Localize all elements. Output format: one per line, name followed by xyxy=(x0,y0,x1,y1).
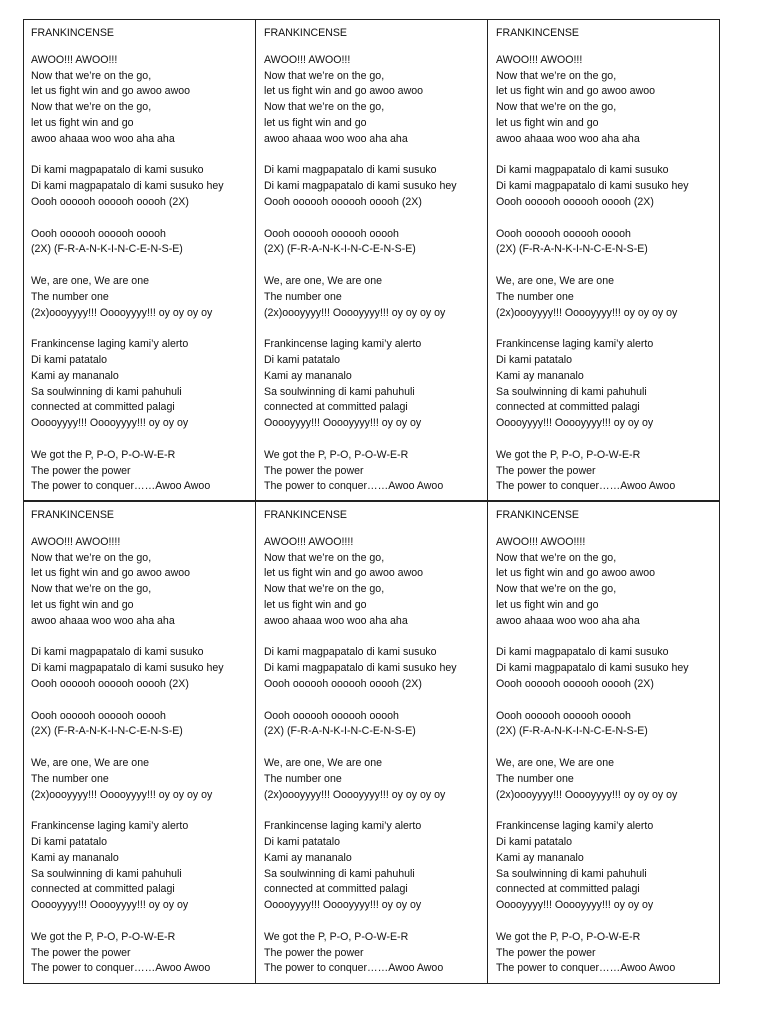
lyric-line: Oooh oooooh oooooh ooooh (2X) xyxy=(496,677,654,690)
lyric-line: Frankincense laging kami’y alerto xyxy=(264,338,422,351)
stanza-gap xyxy=(496,914,720,930)
lyric-line: (2x)oooyyyy!!! Ooooyyyy!!! oy oy oy oy xyxy=(496,788,678,801)
lyric-line: The number one xyxy=(31,772,109,785)
lyric-line: let us fight win and go awoo awoo xyxy=(31,567,191,580)
lyric-line: let us fight win and go xyxy=(496,116,599,129)
lyric-line: Di kami magpapatalo di kami susuko hey xyxy=(496,180,689,193)
lyric-line: Now that we’re on the go, xyxy=(264,583,385,596)
lyric-line: Frankincense laging kami’y alerto xyxy=(496,338,654,351)
lyric-line: Di kami patatalo xyxy=(496,353,572,366)
lyric-line: Ooooyyyy!!! Ooooyyyy!!! oy oy oy xyxy=(496,417,654,430)
stanza-gap xyxy=(496,693,720,709)
lyric-line: Kami ay mananalo xyxy=(496,851,584,864)
lyric-line: The number one xyxy=(496,772,574,785)
lyric-line: let us fight win and go xyxy=(31,116,134,129)
lyric-line: let us fight win and go xyxy=(264,598,367,611)
lyric-line: Now that we’re on the go, xyxy=(264,551,385,564)
lyrics-card xyxy=(264,508,488,977)
lyric-line: We got the P, P-O, P-O-W-E-R xyxy=(264,930,409,943)
lyric-line: Kami ay mananalo xyxy=(264,369,352,382)
lyric-line: AWOO!!! AWOO!!!! xyxy=(264,535,354,548)
card-title: FRANKINCENSE xyxy=(496,27,579,39)
lyric-line: Sa soulwinning di kami pahuhuli xyxy=(264,867,415,880)
lyric-line: Frankincense laging kami’y alerto xyxy=(31,820,189,833)
lyric-line: Ooooyyyy!!! Ooooyyyy!!! oy oy oy xyxy=(31,417,189,430)
lyric-line: Sa soulwinning di kami pahuhuli xyxy=(31,385,182,398)
lyric-line: We, are one, We are one xyxy=(264,274,382,287)
lyric-line: Di kami patatalo xyxy=(264,835,340,848)
lyric-line: Oooh oooooh oooooh ooooh (2X) xyxy=(31,195,189,208)
lyric-line: awoo ahaaa woo woo aha aha xyxy=(31,132,175,145)
lyric-line: Now that we’re on the go, xyxy=(31,583,152,596)
lyric-line: Di kami magpapatalo di kami susuko hey xyxy=(264,662,457,675)
lyric-line: The number one xyxy=(264,290,342,303)
lyrics-card xyxy=(31,508,255,977)
stanza-gap xyxy=(31,740,255,756)
lyric-line: connected at committed palagi xyxy=(264,883,408,896)
lyric-line: (2x)oooyyyy!!! Ooooyyyy!!! oy oy oy oy xyxy=(31,788,213,801)
stanza-gap xyxy=(496,740,720,756)
lyric-line: (2x)oooyyyy!!! Ooooyyyy!!! oy oy oy oy xyxy=(496,306,678,319)
lyric-line: Oooh oooooh oooooh ooooh (2X) xyxy=(496,195,654,208)
lyric-line: We got the P, P-O, P-O-W-E-R xyxy=(31,448,176,461)
lyric-line: let us fight win and go awoo awoo xyxy=(264,85,424,98)
lyric-line: awoo ahaaa woo woo aha aha xyxy=(264,614,408,627)
stanza-gap xyxy=(264,258,488,274)
lyrics-card xyxy=(31,26,255,495)
lyrics-card xyxy=(264,26,488,495)
lyric-line: We, are one, We are one xyxy=(31,274,149,287)
lyric-line: Oooh oooooh oooooh ooooh xyxy=(496,227,631,240)
lyric-line: The power the power xyxy=(496,464,596,477)
lyric-line: (2X) (F-R-A-N-K-I-N-C-E-N-S-E) xyxy=(264,243,416,256)
lyric-line: (2X) (F-R-A-N-K-I-N-C-E-N-S-E) xyxy=(31,725,183,738)
stanza-gap xyxy=(496,803,720,819)
lyric-line: Frankincense laging kami’y alerto xyxy=(264,820,422,833)
lyric-line: awoo ahaaa woo woo aha aha xyxy=(31,614,175,627)
lyric-line: Kami ay mananalo xyxy=(264,851,352,864)
stanza-gap xyxy=(31,321,255,337)
lyric-line: Di kami magpapatalo di kami susuko hey xyxy=(31,180,224,193)
lyric-line: Sa soulwinning di kami pahuhuli xyxy=(496,867,647,880)
lyric-line: awoo ahaaa woo woo aha aha xyxy=(264,132,408,145)
lyrics-card xyxy=(496,26,720,495)
stanza-gap xyxy=(496,432,720,448)
lyric-line: The number one xyxy=(31,290,109,303)
lyric-line: Di kami patatalo xyxy=(31,835,107,848)
stanza-gap xyxy=(264,148,488,164)
lyric-line: Di kami magpapatalo di kami susuko hey xyxy=(31,662,224,675)
stanza-gap xyxy=(264,321,488,337)
stanza-gap xyxy=(496,630,720,646)
lyric-line: awoo ahaaa woo woo aha aha xyxy=(496,614,640,627)
lyric-line: Oooh oooooh oooooh ooooh (2X) xyxy=(264,195,422,208)
lyric-line: let us fight win and go xyxy=(264,116,367,129)
stanza-gap xyxy=(264,803,488,819)
lyric-line: Now that we’re on the go, xyxy=(264,101,385,114)
lyric-line: Oooh oooooh oooooh ooooh xyxy=(31,709,166,722)
stanza-gap xyxy=(496,211,720,227)
lyric-line: Now that we’re on the go, xyxy=(496,583,617,596)
lyric-line: The power the power xyxy=(264,946,364,959)
lyric-line: (2X) (F-R-A-N-K-I-N-C-E-N-S-E) xyxy=(496,243,648,256)
lyric-line: connected at committed palagi xyxy=(31,883,175,896)
lyric-line: AWOO!!! AWOO!!! xyxy=(496,53,583,66)
lyric-line: We, are one, We are one xyxy=(264,756,382,769)
lyric-line: Di kami magpapatalo di kami susuko xyxy=(31,164,204,177)
lyric-line: Kami ay mananalo xyxy=(31,369,119,382)
lyric-line: The power to conquer……Awoo Awoo xyxy=(31,962,211,975)
lyric-line: Now that we’re on the go, xyxy=(264,69,385,82)
lyric-line: Now that we’re on the go, xyxy=(31,101,152,114)
lyric-line: We got the P, P-O, P-O-W-E-R xyxy=(31,930,176,943)
lyric-line: Oooh oooooh oooooh ooooh xyxy=(31,227,166,240)
stanza-gap xyxy=(31,914,255,930)
lyric-line: Di kami magpapatalo di kami susuko xyxy=(496,164,669,177)
lyric-line: The power the power xyxy=(264,464,364,477)
lyric-line: Di kami patatalo xyxy=(264,353,340,366)
lyric-line: Oooh oooooh oooooh ooooh (2X) xyxy=(31,677,189,690)
lyric-line: We, are one, We are one xyxy=(496,756,614,769)
card-title: FRANKINCENSE xyxy=(496,509,579,521)
lyric-line: Di kami magpapatalo di kami susuko xyxy=(31,646,204,659)
lyric-line: Di kami patatalo xyxy=(496,835,572,848)
stanza-gap xyxy=(496,148,720,164)
stanza-gap xyxy=(31,148,255,164)
lyric-line: The power to conquer……Awoo Awoo xyxy=(264,480,444,493)
stanza-gap xyxy=(264,693,488,709)
lyric-line: Sa soulwinning di kami pahuhuli xyxy=(496,385,647,398)
stanza-gap xyxy=(31,211,255,227)
lyric-line: (2X) (F-R-A-N-K-I-N-C-E-N-S-E) xyxy=(31,243,183,256)
lyrics-card xyxy=(496,508,720,977)
stanza-gap xyxy=(264,740,488,756)
lyric-line: Oooh oooooh oooooh ooooh xyxy=(264,227,399,240)
lyric-line: Now that we’re on the go, xyxy=(31,69,152,82)
lyric-line: The number one xyxy=(496,290,574,303)
card-title: FRANKINCENSE xyxy=(264,27,347,39)
stanza-gap xyxy=(264,630,488,646)
lyric-line: The power to conquer……Awoo Awoo xyxy=(496,480,676,493)
lyric-line: let us fight win and go awoo awoo xyxy=(31,85,191,98)
lyric-line: Oooh oooooh oooooh ooooh xyxy=(264,709,399,722)
lyric-line: AWOO!!! AWOO!!! xyxy=(31,53,118,66)
lyric-line: Ooooyyyy!!! Ooooyyyy!!! oy oy oy xyxy=(496,899,654,912)
row-divider xyxy=(24,500,719,502)
lyric-line: Frankincense laging kami’y alerto xyxy=(496,820,654,833)
lyric-line: Di kami patatalo xyxy=(31,353,107,366)
lyric-line: (2x)oooyyyy!!! Ooooyyyy!!! oy oy oy oy xyxy=(264,306,446,319)
lyric-line: connected at committed palagi xyxy=(264,401,408,414)
lyric-line: Now that we’re on the go, xyxy=(496,69,617,82)
lyric-line: connected at committed palagi xyxy=(496,401,640,414)
lyric-line: Sa soulwinning di kami pahuhuli xyxy=(31,867,182,880)
lyric-line: connected at committed palagi xyxy=(31,401,175,414)
lyric-line: We got the P, P-O, P-O-W-E-R xyxy=(496,930,641,943)
lyric-line: The power the power xyxy=(31,946,131,959)
lyric-line: Kami ay mananalo xyxy=(496,369,584,382)
card-title: FRANKINCENSE xyxy=(31,509,114,521)
lyric-line: The power the power xyxy=(496,946,596,959)
lyric-line: Frankincense laging kami’y alerto xyxy=(31,338,189,351)
lyric-line: Kami ay mananalo xyxy=(31,851,119,864)
lyric-line: AWOO!!! AWOO!!!! xyxy=(496,535,586,548)
stanza-gap xyxy=(264,914,488,930)
lyric-line: We, are one, We are one xyxy=(31,756,149,769)
lyric-line: (2x)oooyyyy!!! Ooooyyyy!!! oy oy oy oy xyxy=(264,788,446,801)
stanza-gap xyxy=(264,432,488,448)
lyric-line: connected at committed palagi xyxy=(496,883,640,896)
lyric-line: The power the power xyxy=(31,464,131,477)
lyric-line: (2x)oooyyyy!!! Ooooyyyy!!! oy oy oy oy xyxy=(31,306,213,319)
lyric-line: Ooooyyyy!!! Ooooyyyy!!! oy oy oy xyxy=(31,899,189,912)
card-title: FRANKINCENSE xyxy=(264,509,347,521)
lyric-line: Di kami magpapatalo di kami susuko hey xyxy=(264,180,457,193)
lyric-line: Now that we’re on the go, xyxy=(496,101,617,114)
lyric-line: Di kami magpapatalo di kami susuko xyxy=(264,646,437,659)
stanza-gap xyxy=(31,258,255,274)
lyric-line: (2X) (F-R-A-N-K-I-N-C-E-N-S-E) xyxy=(496,725,648,738)
stanza-gap xyxy=(264,211,488,227)
lyric-line: Di kami magpapatalo di kami susuko xyxy=(264,164,437,177)
lyric-line: The power to conquer……Awoo Awoo xyxy=(496,962,676,975)
stanza-gap xyxy=(31,803,255,819)
lyric-line: AWOO!!! AWOO!!!! xyxy=(31,535,121,548)
lyric-line: Di kami magpapatalo di kami susuko hey xyxy=(496,662,689,675)
stanza-gap xyxy=(31,432,255,448)
lyric-line: AWOO!!! AWOO!!! xyxy=(264,53,351,66)
stanza-gap xyxy=(496,321,720,337)
lyric-line: Oooh oooooh oooooh ooooh (2X) xyxy=(264,677,422,690)
lyric-line: let us fight win and go xyxy=(496,598,599,611)
lyric-line: Sa soulwinning di kami pahuhuli xyxy=(264,385,415,398)
lyric-line: let us fight win and go awoo awoo xyxy=(264,567,424,580)
lyric-line: Ooooyyyy!!! Ooooyyyy!!! oy oy oy xyxy=(264,899,422,912)
lyric-line: Ooooyyyy!!! Ooooyyyy!!! oy oy oy xyxy=(264,417,422,430)
stanza-gap xyxy=(496,258,720,274)
lyric-line: The power to conquer……Awoo Awoo xyxy=(31,480,211,493)
lyric-line: awoo ahaaa woo woo aha aha xyxy=(496,132,640,145)
lyric-line: Di kami magpapatalo di kami susuko xyxy=(496,646,669,659)
lyric-line: let us fight win and go awoo awoo xyxy=(496,567,656,580)
stanza-gap xyxy=(31,630,255,646)
lyric-line: We got the P, P-O, P-O-W-E-R xyxy=(264,448,409,461)
lyric-line: Oooh oooooh oooooh ooooh xyxy=(496,709,631,722)
stanza-gap xyxy=(31,693,255,709)
card-title: FRANKINCENSE xyxy=(31,27,114,39)
lyric-line: Now that we’re on the go, xyxy=(496,551,617,564)
lyric-line: The power to conquer……Awoo Awoo xyxy=(264,962,444,975)
lyric-line: let us fight win and go awoo awoo xyxy=(496,85,656,98)
lyric-line: Now that we’re on the go, xyxy=(31,551,152,564)
lyric-line: let us fight win and go xyxy=(31,598,134,611)
lyric-line: We got the P, P-O, P-O-W-E-R xyxy=(496,448,641,461)
lyric-line: (2X) (F-R-A-N-K-I-N-C-E-N-S-E) xyxy=(264,725,416,738)
lyric-line: The number one xyxy=(264,772,342,785)
lyric-line: We, are one, We are one xyxy=(496,274,614,287)
